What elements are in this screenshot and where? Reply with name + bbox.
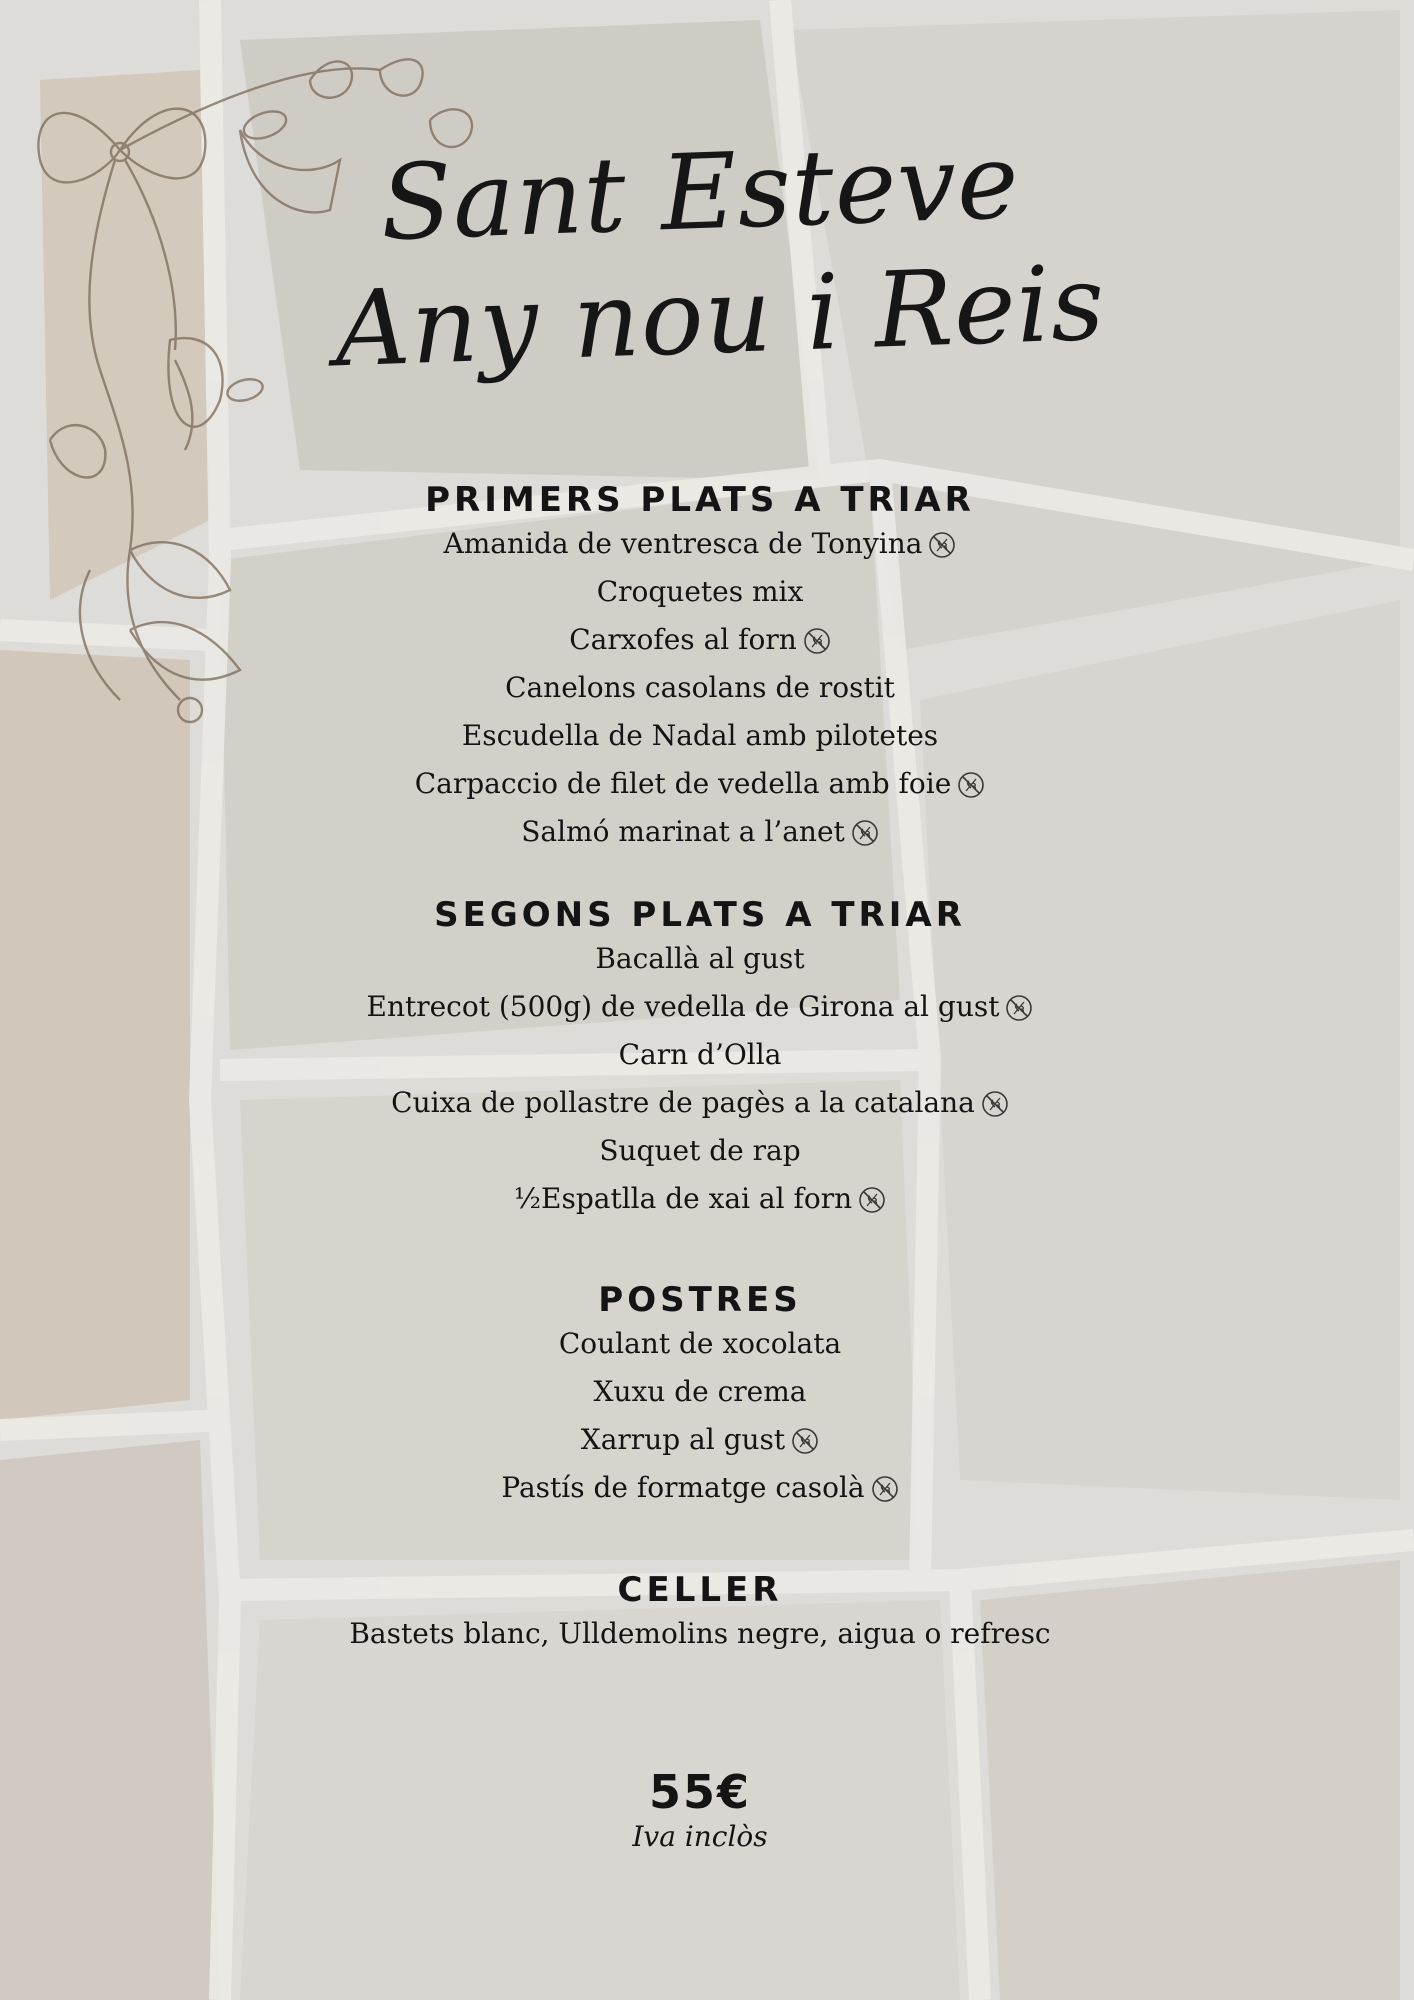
dish-item bbox=[200, 1416, 1200, 1464]
dish-name: Salmó marinat a l’anet bbox=[521, 815, 845, 848]
dish-item bbox=[200, 1320, 1200, 1368]
gluten-free-icon bbox=[858, 1186, 886, 1214]
section-celler bbox=[200, 1570, 1200, 1658]
menu-price: 55€ bbox=[648, 1765, 752, 1819]
menu-title bbox=[300, 119, 1120, 420]
dish-list bbox=[200, 935, 1200, 1223]
vat-note: Iva inclòs bbox=[632, 1820, 768, 1853]
gluten-free-icon bbox=[957, 771, 985, 799]
gluten-free-icon bbox=[928, 531, 956, 559]
dish-item bbox=[200, 1175, 1200, 1223]
dish-name: Carxofes al forn bbox=[569, 623, 797, 656]
drinks-list bbox=[200, 1610, 1200, 1658]
dish-name: Canelons casolans de rostit bbox=[505, 671, 895, 704]
dish-item bbox=[200, 664, 1200, 712]
section-heading: SEGONS PLATS A TRIAR bbox=[434, 895, 966, 935]
dish-name: Bastets blanc, Ulldemolins negre, aigua o refresc bbox=[349, 1617, 1051, 1650]
dish-name: ½Espatlla de xai al forn bbox=[513, 1182, 853, 1215]
dish-name: Cuixa de pollastre de pagès a la catalana bbox=[391, 1086, 975, 1119]
section-heading: POSTRES bbox=[598, 1280, 802, 1320]
dish-item bbox=[200, 1610, 1200, 1658]
dish-name: Suquet de rap bbox=[599, 1134, 801, 1167]
gluten-free-icon bbox=[981, 1090, 1009, 1118]
dish-item bbox=[200, 983, 1200, 1031]
dish-list bbox=[200, 1320, 1200, 1512]
menu-title-line-2: Any nou i Reis bbox=[332, 241, 1108, 391]
dish-name: Xarrup al gust bbox=[580, 1423, 786, 1456]
dish-name: Croquetes mix bbox=[596, 575, 804, 608]
menu-title-line-1: Sant Esteve bbox=[378, 119, 1022, 265]
dish-item bbox=[200, 935, 1200, 983]
dish-item bbox=[200, 1079, 1200, 1127]
dish-item bbox=[200, 1127, 1200, 1175]
dish-name: Bacallà al gust bbox=[595, 942, 805, 975]
dish-name: Coulant de xocolata bbox=[558, 1327, 842, 1360]
dish-name: Escudella de Nadal amb pilotetes bbox=[461, 719, 939, 752]
dish-item bbox=[200, 616, 1200, 664]
section-primers bbox=[200, 480, 1200, 856]
section-postres bbox=[200, 1280, 1200, 1512]
gluten-free-icon bbox=[851, 819, 879, 847]
section-heading: CELLER bbox=[617, 1570, 783, 1610]
dish-item bbox=[200, 520, 1200, 568]
gluten-free-icon bbox=[871, 1475, 899, 1503]
gluten-free-icon bbox=[791, 1427, 819, 1455]
dish-item bbox=[200, 712, 1200, 760]
gluten-free-icon bbox=[1005, 994, 1033, 1022]
dish-name: Carpaccio de filet de vedella amb foie bbox=[414, 767, 952, 800]
dish-name: Xuxu de crema bbox=[593, 1375, 807, 1408]
dish-item bbox=[200, 1368, 1200, 1416]
section-heading: PRIMERS PLATS A TRIAR bbox=[425, 480, 975, 520]
dish-item bbox=[200, 568, 1200, 616]
gluten-free-icon bbox=[803, 627, 831, 655]
dish-item bbox=[200, 1031, 1200, 1079]
dish-name: Pastís de formatge casolà bbox=[501, 1471, 865, 1504]
dish-item bbox=[200, 760, 1200, 808]
dish-item bbox=[200, 1464, 1200, 1512]
dish-list bbox=[200, 520, 1200, 856]
dish-name: Amanida de ventresca de Tonyina bbox=[443, 527, 923, 560]
dish-name: Entrecot (500g) de vedella de Girona al gust bbox=[366, 990, 1000, 1023]
dish-item bbox=[200, 808, 1200, 856]
section-segons bbox=[200, 895, 1200, 1223]
dish-name: Carn d’Olla bbox=[618, 1038, 782, 1071]
